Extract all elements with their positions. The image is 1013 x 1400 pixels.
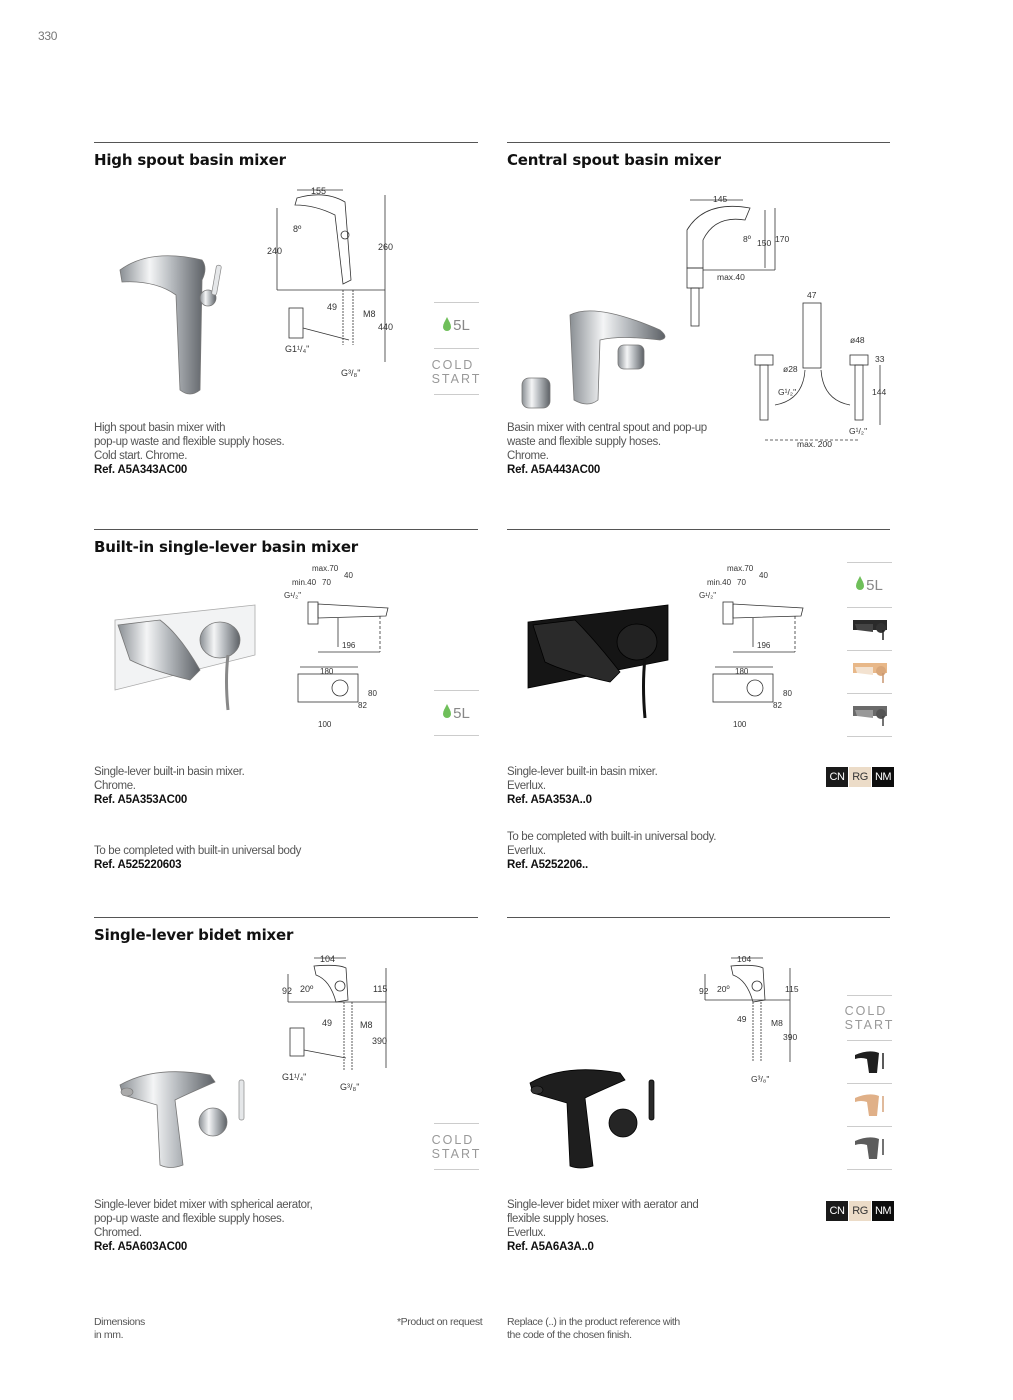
finish-thumb-black[interactable]	[847, 608, 892, 651]
water-saving-badge	[434, 302, 479, 349]
finish-code-rg[interactable]: RG	[849, 767, 871, 787]
dim-label: 145	[713, 194, 728, 204]
cold-start-badge	[431, 1123, 482, 1170]
dim-label: 82	[358, 701, 367, 710]
dimension-drawing-built-in-chrome	[280, 562, 400, 732]
footer-line: Dimensions	[94, 1316, 145, 1328]
dim-label: G³/₈"	[751, 1074, 770, 1084]
dim-label: max. 200	[797, 439, 832, 449]
water-drop-icon	[443, 321, 451, 331]
dim-label: 196	[757, 641, 771, 650]
dim-label: 49	[327, 302, 338, 312]
dim-label: 20º	[717, 984, 730, 994]
dim-label: 80	[368, 689, 377, 698]
product-ref: Ref. A5252206..	[507, 859, 588, 871]
dim-label: 8º	[743, 234, 751, 244]
finish-thumb-black[interactable]	[847, 1041, 892, 1084]
feature-badges	[431, 302, 482, 395]
dim-label: 150	[757, 238, 772, 248]
desc-line: Everlux.	[507, 1227, 546, 1239]
dim-label: 92	[282, 986, 293, 996]
product-image-built-in-everlux	[525, 600, 675, 725]
dim-label: 240	[267, 246, 283, 256]
feature-badges	[431, 1123, 482, 1170]
cold-label: COLD	[431, 1132, 475, 1147]
dim-label: 390	[783, 1032, 798, 1042]
water-drop-icon	[443, 708, 451, 718]
dim-label: 440	[378, 322, 394, 332]
dim-label: 20º	[300, 984, 314, 994]
footer-on-request: *Product on request	[397, 1316, 483, 1328]
dim-label: ø28	[783, 364, 798, 374]
dim-label: 144	[872, 387, 887, 397]
dim-label: 47	[807, 290, 817, 300]
dim-label: G³/₈"	[341, 368, 361, 378]
desc-line: Chrome.	[94, 780, 136, 792]
feature-badges	[844, 995, 895, 1170]
product-extra-description	[94, 844, 301, 872]
finish-code-cn[interactable]: CN	[826, 767, 848, 787]
desc-line: pop-up waste and flexible supply hoses.	[94, 436, 285, 448]
desc-line: Chrome.	[507, 450, 549, 462]
dim-label: min.40	[292, 578, 317, 587]
dim-label: 104	[737, 954, 752, 964]
dim-label: G¹/₂"	[849, 426, 868, 436]
product-ref: Ref. A525220603	[94, 859, 182, 871]
finish-thumb-rose-gold[interactable]	[847, 651, 892, 694]
finish-code-nm[interactable]: NM	[872, 1201, 894, 1221]
finish-code-rg[interactable]: RG	[849, 1201, 871, 1221]
dim-label: 100	[733, 720, 747, 729]
dim-label: M8	[363, 309, 376, 319]
dim-label: max.40	[717, 272, 745, 282]
product-ref: Ref. A5A603AC00	[94, 1241, 188, 1253]
desc-line: To be completed with built-in universal body.	[507, 831, 717, 843]
footer-replace-note	[507, 1316, 680, 1342]
product-image-central-spout-chrome	[510, 290, 680, 420]
desc-line: pop-up waste and flexible supply hoses.	[94, 1213, 285, 1225]
desc-line: High spout basin mixer with	[94, 422, 226, 434]
footer-line: in mm.	[94, 1329, 124, 1341]
footer-line: the code of the chosen finish.	[507, 1329, 632, 1341]
dimension-drawing-high-spout	[265, 180, 430, 380]
dim-label: G³/₈"	[340, 1082, 360, 1092]
product-ref: Ref. A5A353AC00	[94, 794, 188, 806]
dim-label: 115	[373, 984, 388, 994]
water-saving-badge	[847, 562, 892, 608]
water-value: 5L	[453, 317, 470, 334]
product-image-high-spout-chrome	[110, 240, 250, 400]
dim-label: ø48	[850, 335, 865, 345]
section-divider	[94, 142, 478, 143]
section-title: Built-in single-lever basin mixer	[94, 538, 358, 556]
dimension-drawing-bidet-everlux	[695, 950, 805, 1090]
page-number: 330	[38, 29, 58, 43]
product-ref: Ref. A5A6A3A..0	[507, 1241, 594, 1253]
dim-label: G1¹/₄"	[285, 344, 310, 354]
dim-label: 170	[775, 234, 790, 244]
dim-label: 390	[372, 1036, 388, 1046]
finish-codes	[826, 1201, 894, 1221]
desc-line: Cold start. Chrome.	[94, 450, 188, 462]
dim-label: 82	[773, 701, 782, 710]
dim-label: 40	[344, 571, 353, 580]
finish-code-nm[interactable]: NM	[872, 767, 894, 787]
dim-label: min.40	[707, 578, 732, 587]
water-value: 5L	[866, 576, 883, 594]
finish-codes	[826, 767, 894, 787]
section-divider	[507, 529, 890, 530]
dim-label: 92	[699, 986, 709, 996]
dim-label: 180	[735, 667, 749, 676]
footer-line: Replace (..) in the product reference with	[507, 1316, 680, 1328]
start-label: START	[431, 371, 482, 386]
dim-label: M8	[360, 1020, 373, 1030]
dim-label: G¹/₂"	[284, 591, 302, 600]
start-label: START	[844, 1018, 895, 1032]
dim-label: G1¹/₄"	[282, 1072, 307, 1082]
product-ref: Ref. A5A343AC00	[94, 464, 188, 476]
dim-label: 196	[342, 641, 356, 650]
product-image-built-in-chrome	[110, 600, 260, 720]
water-drop-icon	[856, 580, 864, 590]
water-value: 5L	[453, 704, 470, 722]
finish-thumb-gunmetal[interactable]	[847, 694, 892, 737]
section-title: Central spout basin mixer	[507, 151, 721, 169]
dimension-drawing-bidet-chrome	[278, 950, 408, 1100]
dim-label: 104	[320, 954, 336, 964]
dim-label: 8º	[293, 224, 302, 234]
product-ref: Ref. A5A443AC00	[507, 464, 601, 476]
dim-label: 49	[322, 1018, 333, 1028]
cold-start-badge	[431, 349, 482, 395]
dim-label: 70	[737, 578, 746, 587]
desc-line: flexible supply hoses.	[507, 1213, 609, 1225]
section-divider	[94, 917, 478, 918]
feature-badges	[434, 690, 479, 736]
dim-label: G¹/₂"	[699, 591, 717, 600]
dim-label: max.70	[312, 564, 339, 573]
desc-line: waste and flexible supply hoses.	[507, 436, 661, 448]
section-title: Single-lever bidet mixer	[94, 926, 294, 944]
dimension-drawing-central-spout	[675, 190, 895, 450]
section-divider	[507, 142, 890, 143]
dim-label: 49	[737, 1014, 747, 1024]
product-description	[94, 765, 244, 807]
water-saving-badge	[434, 690, 479, 736]
product-extra-description	[507, 830, 716, 872]
section-divider	[507, 917, 890, 918]
desc-line: Single-lever built-in basin mixer.	[94, 766, 245, 778]
dim-label: M8	[771, 1018, 783, 1028]
dim-label: 33	[875, 354, 885, 364]
finish-thumb-rose-gold[interactable]	[847, 1084, 892, 1127]
desc-line: Basin mixer with central spout and pop-up	[507, 422, 707, 434]
product-description	[507, 765, 657, 807]
desc-line: To be completed with built-in universal body	[94, 845, 302, 857]
product-description	[94, 1198, 312, 1254]
dim-label: 70	[322, 578, 331, 587]
desc-line: Single-lever bidet mixer with aerator and	[507, 1199, 699, 1211]
dim-label: max.70	[727, 564, 754, 573]
cold-label: COLD	[431, 357, 475, 372]
dim-label: 100	[318, 720, 332, 729]
cold-start-badge	[844, 995, 895, 1041]
desc-line: Chromed.	[94, 1227, 142, 1239]
dimension-drawing-built-in-everlux	[695, 562, 815, 732]
feature-badges	[847, 562, 892, 737]
desc-line: Everlux.	[507, 845, 546, 857]
dim-label: 260	[378, 242, 394, 252]
product-image-bidet-chrome	[115, 1060, 255, 1170]
cold-label: COLD	[844, 1004, 888, 1018]
dim-label: 80	[783, 689, 792, 698]
finish-code-cn[interactable]: CN	[826, 1201, 848, 1221]
footer-dimensions-note	[94, 1316, 145, 1342]
dim-label: 115	[785, 984, 799, 994]
start-label: START	[431, 1146, 482, 1161]
product-description	[507, 1198, 698, 1254]
section-title: High spout basin mixer	[94, 151, 286, 169]
product-ref: Ref. A5A353A..0	[507, 794, 592, 806]
desc-line: Single-lever built-in basin mixer.	[507, 766, 658, 778]
section-divider	[94, 529, 478, 530]
product-description	[507, 421, 707, 477]
desc-line: Single-lever bidet mixer with spherical aerator,	[94, 1199, 313, 1211]
finish-thumb-gunmetal[interactable]	[847, 1127, 892, 1170]
dim-label: G¹/₂"	[778, 387, 797, 397]
dim-label: 180	[320, 667, 334, 676]
product-image-bidet-everlux	[525, 1058, 670, 1173]
dim-label: 155	[311, 186, 327, 196]
desc-line: Everlux.	[507, 780, 546, 792]
product-description	[94, 421, 284, 477]
dim-label: 40	[759, 571, 768, 580]
